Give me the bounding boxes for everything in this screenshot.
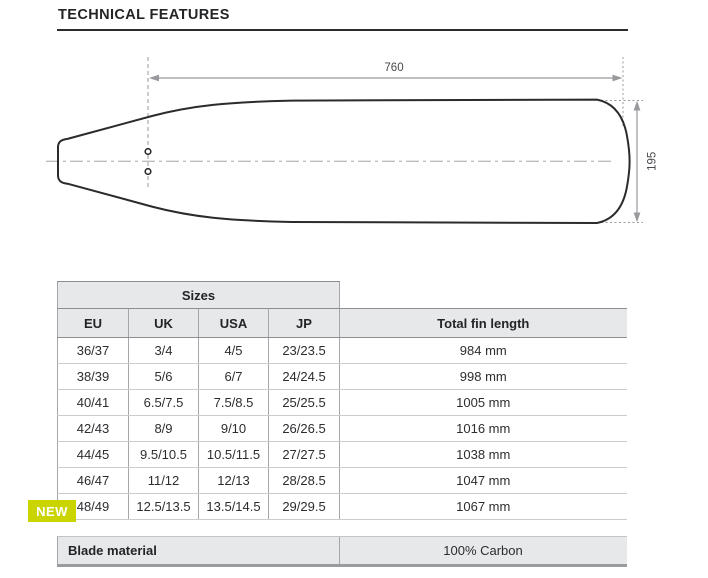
uk-size: 5/6: [129, 364, 199, 390]
usa-size: 6/7: [199, 364, 269, 390]
size-row: [58, 338, 627, 364]
jp-size: 26/26.5: [269, 416, 340, 442]
eu-size: 40/41: [58, 390, 129, 416]
total-fin-length: 1005 mm: [340, 390, 627, 416]
usa-size: 10.5/11.5: [199, 442, 269, 468]
uk-size: 9.5/10.5: [129, 442, 199, 468]
column-header-eu: EU: [58, 309, 129, 338]
total-fin-length: 1067 mm: [340, 494, 627, 520]
total-fin-length: 984 mm: [340, 338, 627, 364]
size-row: [58, 442, 627, 468]
jp-size: 28/28.5: [269, 468, 340, 494]
jp-size: 25/25.5: [269, 390, 340, 416]
usa-size: 13.5/14.5: [199, 494, 269, 520]
fin-technical-drawing: [40, 52, 672, 248]
usa-size: 12/13: [199, 468, 269, 494]
eu-size: 42/43: [58, 416, 129, 442]
total-fin-length: 1016 mm: [340, 416, 627, 442]
column-header-jp: JP: [269, 309, 340, 338]
sizes-header-spacer: [340, 282, 627, 309]
total-fin-length: 998 mm: [340, 364, 627, 390]
dimension-length: [149, 62, 623, 81]
usa-size: 7.5/8.5: [199, 390, 269, 416]
eu-size: 38/39: [58, 364, 129, 390]
jp-size: 29/29.5: [269, 494, 340, 520]
uk-size: 6.5/7.5: [129, 390, 199, 416]
jp-size: 24/24.5: [269, 364, 340, 390]
total-fin-length: 1038 mm: [340, 442, 627, 468]
arrowhead-down-icon: [634, 213, 641, 223]
arrowhead-right-icon: [613, 75, 623, 82]
total-fin-length: 1047 mm: [340, 468, 627, 494]
size-row: [58, 364, 627, 390]
column-header-row: [58, 309, 627, 338]
sizes-group-header-row: [58, 282, 627, 309]
column-header-total-fin-length: Total fin length: [340, 309, 627, 338]
column-header-uk: UK: [129, 309, 199, 338]
size-row: [58, 390, 627, 416]
page-title: TECHNICAL FEATURES: [58, 7, 230, 23]
title-underline: [57, 29, 628, 31]
mounting-hole-bottom: [145, 169, 151, 175]
dimension-width: [634, 101, 659, 223]
eu-size: 48/49: [58, 494, 129, 520]
sizes-group-header: Sizes: [58, 282, 340, 309]
eu-size: 46/47: [58, 468, 129, 494]
arrowhead-up-icon: [634, 101, 641, 111]
new-badge: NEW: [28, 500, 76, 522]
eu-size: 36/37: [58, 338, 129, 364]
jp-size: 27/27.5: [269, 442, 340, 468]
jp-size: 23/23.5: [269, 338, 340, 364]
uk-size: 3/4: [129, 338, 199, 364]
column-header-usa: USA: [199, 309, 269, 338]
dimension-length-label: 760: [384, 62, 404, 74]
dimension-width-label: 195: [646, 151, 659, 171]
blade-material-label: Blade material: [68, 543, 157, 558]
uk-size: 12.5/13.5: [129, 494, 199, 520]
uk-size: 11/12: [129, 468, 199, 494]
usa-size: 9/10: [199, 416, 269, 442]
size-row: [58, 468, 627, 494]
blade-material-value: 100% Carbon: [339, 537, 626, 564]
size-row-new: [58, 494, 627, 520]
size-row: [58, 416, 627, 442]
eu-size: 44/45: [58, 442, 129, 468]
blade-material-row: [57, 536, 627, 567]
mounting-hole-top: [145, 149, 151, 155]
arrowhead-left-icon: [149, 75, 159, 82]
uk-size: 8/9: [129, 416, 199, 442]
usa-size: 4/5: [199, 338, 269, 364]
size-table: [57, 281, 627, 520]
